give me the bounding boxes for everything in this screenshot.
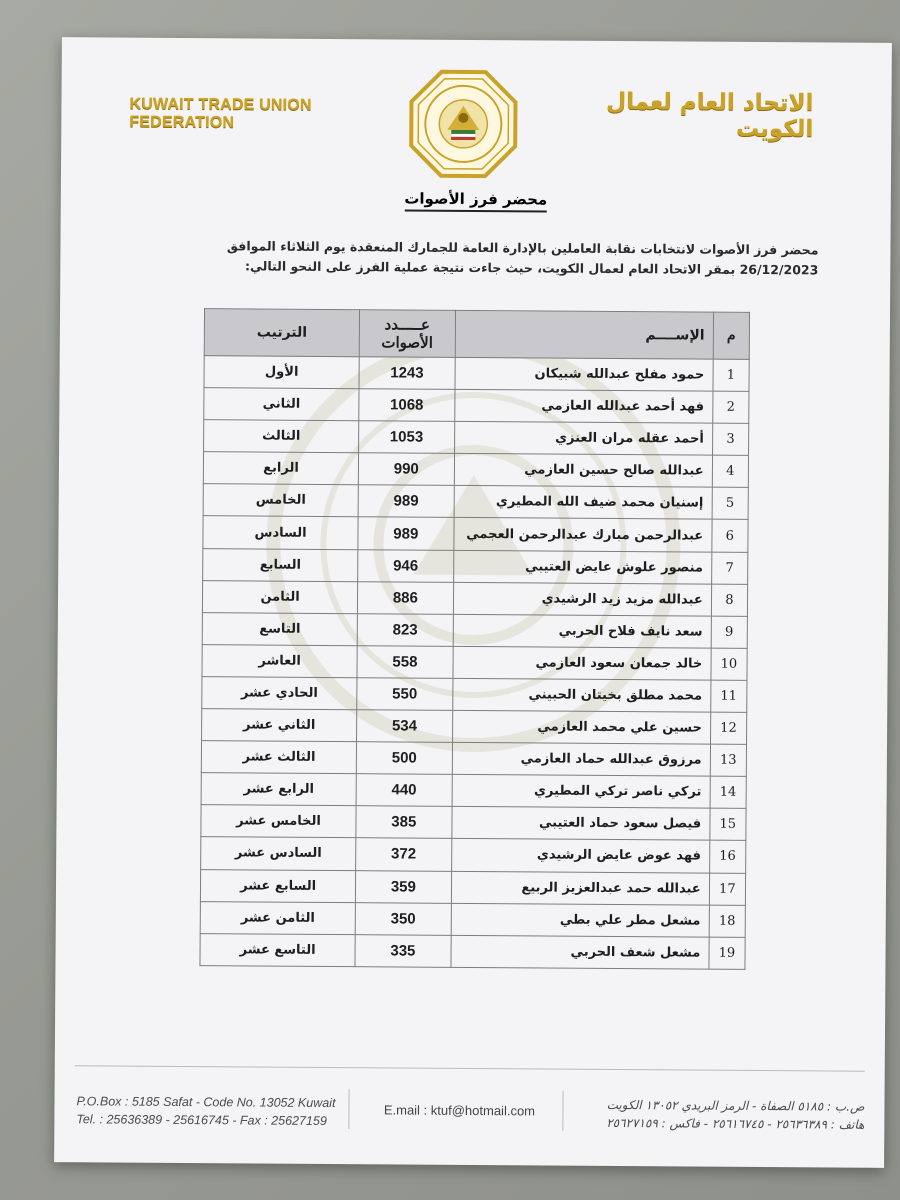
table-row — [204, 388, 749, 424]
rank-label: الثامن عشر — [200, 901, 355, 934]
header-votes: عـــــدد الأصوات — [359, 310, 455, 358]
rank-label: الحادي عشر — [202, 677, 357, 710]
rank-label: التاسع — [202, 612, 357, 645]
rank-label: الثاني — [204, 388, 359, 421]
candidate-name: فيصل سعود حماد العتيبي — [451, 807, 709, 841]
candidate-name: حسين علي محمد العازمي — [452, 710, 710, 744]
results-table — [199, 308, 750, 970]
rank-label: السابع عشر — [200, 869, 355, 902]
candidate-name: عبدالله مزيد زيد الرشيدي — [453, 582, 711, 616]
rank-label: السادس عشر — [201, 837, 356, 870]
table-row — [202, 612, 747, 648]
rank-label: السادس — [203, 516, 358, 549]
table-row — [204, 356, 749, 392]
row-number: 12 — [710, 712, 747, 744]
row-number: 14 — [710, 776, 747, 808]
rank-label: التاسع عشر — [200, 933, 355, 966]
table-row — [201, 773, 746, 809]
row-number: 11 — [710, 680, 747, 712]
row-number: 13 — [710, 744, 747, 776]
table-row — [202, 677, 747, 713]
table-row — [200, 901, 745, 937]
row-number: 9 — [711, 616, 748, 648]
row-number: 5 — [712, 488, 749, 520]
candidate-name: مشعل مطر علي بطي — [451, 903, 709, 937]
table-row — [201, 741, 746, 777]
document-title-text: محضر فرز الأصوات — [404, 190, 547, 213]
footer-divider — [75, 1065, 865, 1072]
vote-count: 886 — [358, 581, 454, 614]
row-number: 17 — [709, 873, 746, 905]
vote-count: 500 — [356, 742, 452, 775]
row-number: 15 — [710, 808, 747, 840]
vote-count: 335 — [355, 934, 451, 967]
row-number: 3 — [712, 423, 749, 455]
vote-count: 350 — [355, 902, 451, 935]
candidate-name: محمد مطلق بخيتان الحبيني — [452, 678, 710, 712]
rank-label: الثالث عشر — [201, 741, 356, 774]
row-number: 1 — [713, 359, 750, 391]
candidate-name: تركي ناصر تركي المطيري — [452, 775, 710, 809]
table-header-row — [204, 309, 749, 360]
footer-address-en: P.O.Box : 5185 Safat - Code No. 13052 Kuwait — [76, 1094, 336, 1111]
rank-label: الثامن — [202, 580, 357, 613]
vote-count: 946 — [358, 549, 454, 582]
footer-address-ar: ص.ب : ٥١٨٥ الصفاة - الرمز البريدي ١٣٠٥٢ الكويت — [606, 1097, 865, 1114]
rank-label: الثاني عشر — [202, 709, 357, 742]
vote-count: 534 — [357, 710, 453, 743]
footer-contact-arabic — [594, 1096, 864, 1134]
vote-count: 385 — [356, 806, 452, 839]
vote-count: 1053 — [359, 421, 455, 454]
vote-count: 558 — [357, 646, 453, 679]
candidate-name: عبدالرحمن مبارك عبدالرحمن العجمي — [453, 518, 711, 552]
row-number: 10 — [711, 648, 748, 680]
table-row — [201, 805, 746, 841]
header-rank: الترتيب — [204, 309, 359, 357]
org-name-arabic: الاتحاد العام لعمال الكويت — [606, 88, 814, 143]
table-row — [203, 516, 748, 552]
rank-label: الخامس — [203, 484, 358, 517]
candidate-name: منصور علوش عايض العتيبي — [453, 550, 711, 584]
rank-label: الخامس عشر — [201, 805, 356, 838]
row-number: 8 — [711, 584, 748, 616]
row-number: 7 — [711, 552, 748, 584]
vote-count: 359 — [356, 870, 452, 903]
candidate-name: فهد عوض عايض الرشيدي — [451, 839, 709, 873]
vote-count: 823 — [357, 613, 453, 646]
footer-contact-english — [76, 1092, 346, 1130]
candidate-name: حمود مفلح عبدالله شبيكان — [455, 357, 713, 391]
rank-label: الرابع — [203, 452, 358, 485]
union-emblem-icon — [407, 68, 520, 181]
rank-label: الرابع عشر — [201, 773, 356, 806]
row-number: 2 — [712, 391, 749, 423]
vote-count: 990 — [358, 453, 454, 486]
table-row — [201, 837, 746, 873]
candidate-name: فهد أحمد عبدالله العازمي — [454, 389, 712, 423]
intro-line-2: 26/12/2023 بمقر الاتحاد العام لعمال الكويت، حيث جاءت نتيجة عملية الفرز على النحو التالي: — [244, 258, 819, 278]
table-row — [204, 420, 749, 456]
table-row — [202, 644, 747, 680]
candidate-name: سعد نايف فلاح الحربي — [453, 614, 711, 648]
footer-email: E.mail : ktuf@hotmail.com — [383, 1102, 536, 1119]
rank-label: الأول — [204, 356, 359, 389]
rank-label: العاشر — [202, 644, 357, 677]
org-name-english: KUWAIT TRADE UNION FEDERATION — [129, 95, 312, 132]
vote-count: 1243 — [359, 357, 455, 390]
row-number: 4 — [712, 455, 749, 487]
candidate-name: أحمد عقله مران العنزي — [454, 422, 712, 456]
vote-count: 989 — [358, 517, 454, 550]
candidate-name: إسنيان محمد ضيف الله المطيري — [454, 486, 712, 520]
row-number: 18 — [709, 905, 746, 937]
footer-separator — [348, 1089, 349, 1129]
header-num: م — [713, 312, 750, 359]
footer-separator — [562, 1091, 563, 1131]
intro-paragraph — [198, 236, 818, 280]
table-body — [200, 356, 749, 970]
document-page — [54, 37, 892, 1168]
vote-count: 372 — [356, 838, 452, 871]
candidate-name: عبدالله حمد عبدالعزيز الربيع — [451, 871, 709, 905]
table-row — [203, 452, 748, 488]
candidate-name: عبدالله صالح حسين العازمي — [454, 454, 712, 488]
rank-label: الثالث — [204, 420, 359, 453]
vote-count: 550 — [357, 678, 453, 711]
candidate-name: مرزوق عبدالله حماد العازمي — [452, 742, 710, 776]
table-row — [203, 548, 748, 584]
footer-phone-en: Tel. : 25636389 - 25616745 - Fax : 25627159 — [76, 1112, 327, 1128]
rank-label: السابع — [203, 548, 358, 581]
table-row — [203, 484, 748, 520]
header-name: الإســــم — [455, 310, 713, 359]
row-number: 19 — [709, 937, 746, 969]
document-title — [61, 187, 891, 211]
row-number: 16 — [709, 841, 746, 873]
vote-count: 1068 — [359, 389, 455, 422]
table-row — [202, 580, 747, 616]
vote-count: 989 — [358, 485, 454, 518]
candidate-name: خالد جمعان سعود العازمي — [453, 646, 711, 680]
vote-count: 440 — [356, 774, 452, 807]
candidate-name: مشعل شعف الحربي — [451, 935, 709, 969]
table-row — [200, 933, 745, 969]
intro-line-1: محضر فرز الأصوات لانتخابات نقابة العاملين بالإدارة العامة للجمارك المنعقدة يوم الثلاثاء الموافق — [226, 238, 819, 258]
row-number: 6 — [712, 520, 749, 552]
footer-phone-ar: هاتف : ٢٥٦٣٦٣٨٩ - ٢٥٦١٦٧٤٥ - فاكس : ٢٥٦٢٧١٥٩ — [606, 1115, 865, 1132]
table-row — [200, 869, 745, 905]
table-row — [202, 709, 747, 745]
